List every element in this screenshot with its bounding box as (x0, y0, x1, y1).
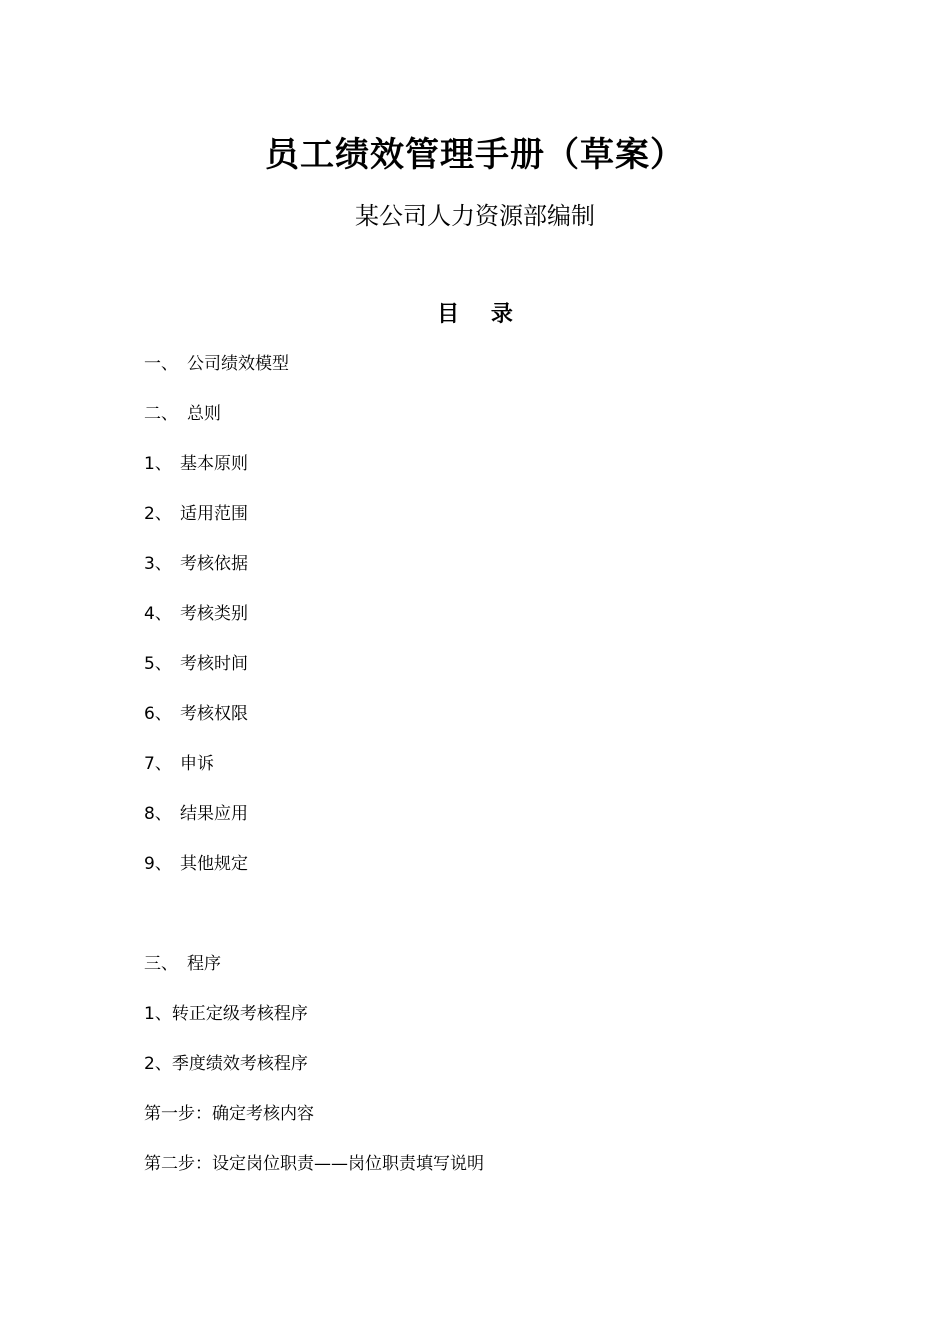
toc-item-number: 7、 (144, 754, 172, 774)
toc-item (144, 500, 844, 550)
toc-item (144, 1100, 844, 1150)
toc-item-number: 5、 (144, 654, 172, 674)
toc-item-number: 2、 (144, 1054, 172, 1074)
toc-item-label: 设定岗位职责——岗位职责填写说明 (212, 1154, 484, 1174)
toc-item (144, 950, 844, 1000)
toc-item-label: 考核时间 (180, 654, 248, 674)
toc-item (144, 550, 844, 600)
toc-item-number: 8、 (144, 804, 172, 824)
toc-item-number: 1、 (144, 454, 172, 474)
toc-item (144, 650, 844, 700)
toc-item (144, 700, 844, 750)
toc-item-number: 9、 (144, 854, 172, 874)
toc-item-number: 三、 (144, 954, 178, 974)
toc-item (144, 800, 844, 850)
toc-item (144, 1150, 844, 1200)
toc-item (144, 600, 844, 650)
toc-item (144, 1000, 844, 1050)
toc-item-number: 6、 (144, 704, 172, 724)
toc-item-number: 4、 (144, 604, 172, 624)
toc-item-number: 一、 (144, 354, 178, 374)
toc-item-number: 3、 (144, 554, 172, 574)
toc-item-label: 结果应用 (180, 804, 248, 824)
toc-item-label: 考核权限 (180, 704, 248, 724)
toc-item-label: 公司绩效模型 (187, 354, 289, 374)
toc-item-label: 申诉 (180, 754, 214, 774)
toc-item-label: 程序 (187, 954, 221, 974)
toc-item-label: 季度绩效考核程序 (171, 1054, 308, 1074)
toc-item (144, 850, 844, 900)
table-of-contents (144, 350, 844, 1200)
toc-item-label: 确定考核内容 (212, 1104, 314, 1124)
toc-item-label: 总则 (187, 404, 221, 424)
toc-item (144, 350, 844, 400)
toc-item-number: 二、 (144, 404, 178, 424)
toc-item-number: 2、 (144, 504, 172, 524)
toc-item (144, 1050, 844, 1100)
toc-heading: 目 录 (437, 302, 525, 327)
toc-item-number: 1、 (144, 1004, 172, 1024)
toc-item-label: 基本原则 (180, 454, 248, 474)
toc-item (144, 400, 844, 450)
document-subtitle: 某公司人力资源部编制 (355, 202, 595, 230)
toc-item-number: 第一步： (144, 1104, 212, 1124)
toc-item-label: 其他规定 (180, 854, 248, 874)
document-title: 员工绩效管理手册（草案） (265, 135, 685, 175)
toc-item-label: 考核依据 (180, 554, 248, 574)
toc-item-label: 转正定级考核程序 (171, 1004, 308, 1024)
toc-item (144, 750, 844, 800)
toc-item-number: 第二步： (144, 1154, 212, 1174)
toc-item (144, 450, 844, 500)
toc-item-label: 考核类别 (180, 604, 248, 624)
toc-item-label: 适用范围 (180, 504, 248, 524)
